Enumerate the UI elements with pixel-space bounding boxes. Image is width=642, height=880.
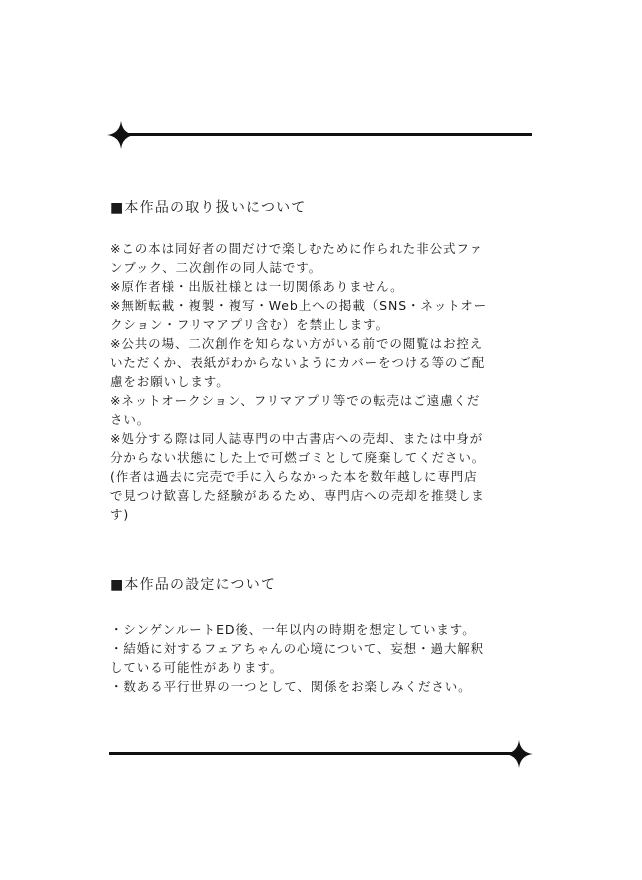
text-line: ・数ある平行世界の一つとして、関係をお楽しみください。: [110, 679, 472, 694]
sparkle-icon: [505, 740, 533, 768]
text-line: す): [110, 507, 130, 522]
text-line: ※公共の場、二次創作を知らない方がいる前での閲覧はお控え: [110, 336, 484, 351]
text-line: クション・フリマアプリ含む）を禁止します。: [110, 317, 389, 332]
text-line: ※処分する際は同人誌専門の中古書店への売却、または中身が: [110, 431, 484, 446]
section-heading-setting: ■本作品の設定について: [110, 577, 277, 593]
text-line: 分からない状態にした上で可燃ゴミとして廃棄してください。: [110, 450, 486, 465]
text-line: ※原作者様・出版社様とは一切関係ありません。: [110, 279, 404, 294]
text-line: ンブック、二次創作の同人誌です。: [110, 260, 323, 275]
setting-notes: [110, 620, 536, 696]
text-line: ・結婚に対するフェアちゃんの心境について、妄想・過大解釈: [110, 641, 485, 656]
bottom-divider-line: [109, 752, 521, 755]
text-line: さい。: [110, 412, 151, 427]
text-line: ・シンゲンルートED後、一年以内の時期を想定しています。: [110, 622, 476, 637]
top-divider-line: [118, 133, 532, 136]
text-line: 慮をお願いします。: [110, 374, 230, 389]
text-line: (作者は過去に完売で手に入らなかった本を数年越しに専門店: [110, 469, 478, 484]
text-line: いただくか、表紙がわからないようにカバーをつける等のご配: [110, 355, 486, 370]
text-line: ※この本は同好者の間だけで楽しむために作られた非公式ファ: [110, 241, 483, 256]
handling-notes: [110, 239, 536, 524]
text-line: ※無断転載・複製・複写・Web上への掲載（SNS・ネットオー: [110, 298, 488, 313]
text-line: ※ネットオークション、フリマアプリ等での転売はご遠慮くだ: [110, 393, 481, 408]
section-heading-handling: ■本作品の取り扱いについて: [110, 200, 307, 216]
sparkle-icon: [107, 121, 135, 149]
text-line: で見つけ歓喜した経験があるため、専門店への売却を推奨しま: [110, 488, 485, 503]
text-line: している可能性があります。: [110, 660, 284, 675]
